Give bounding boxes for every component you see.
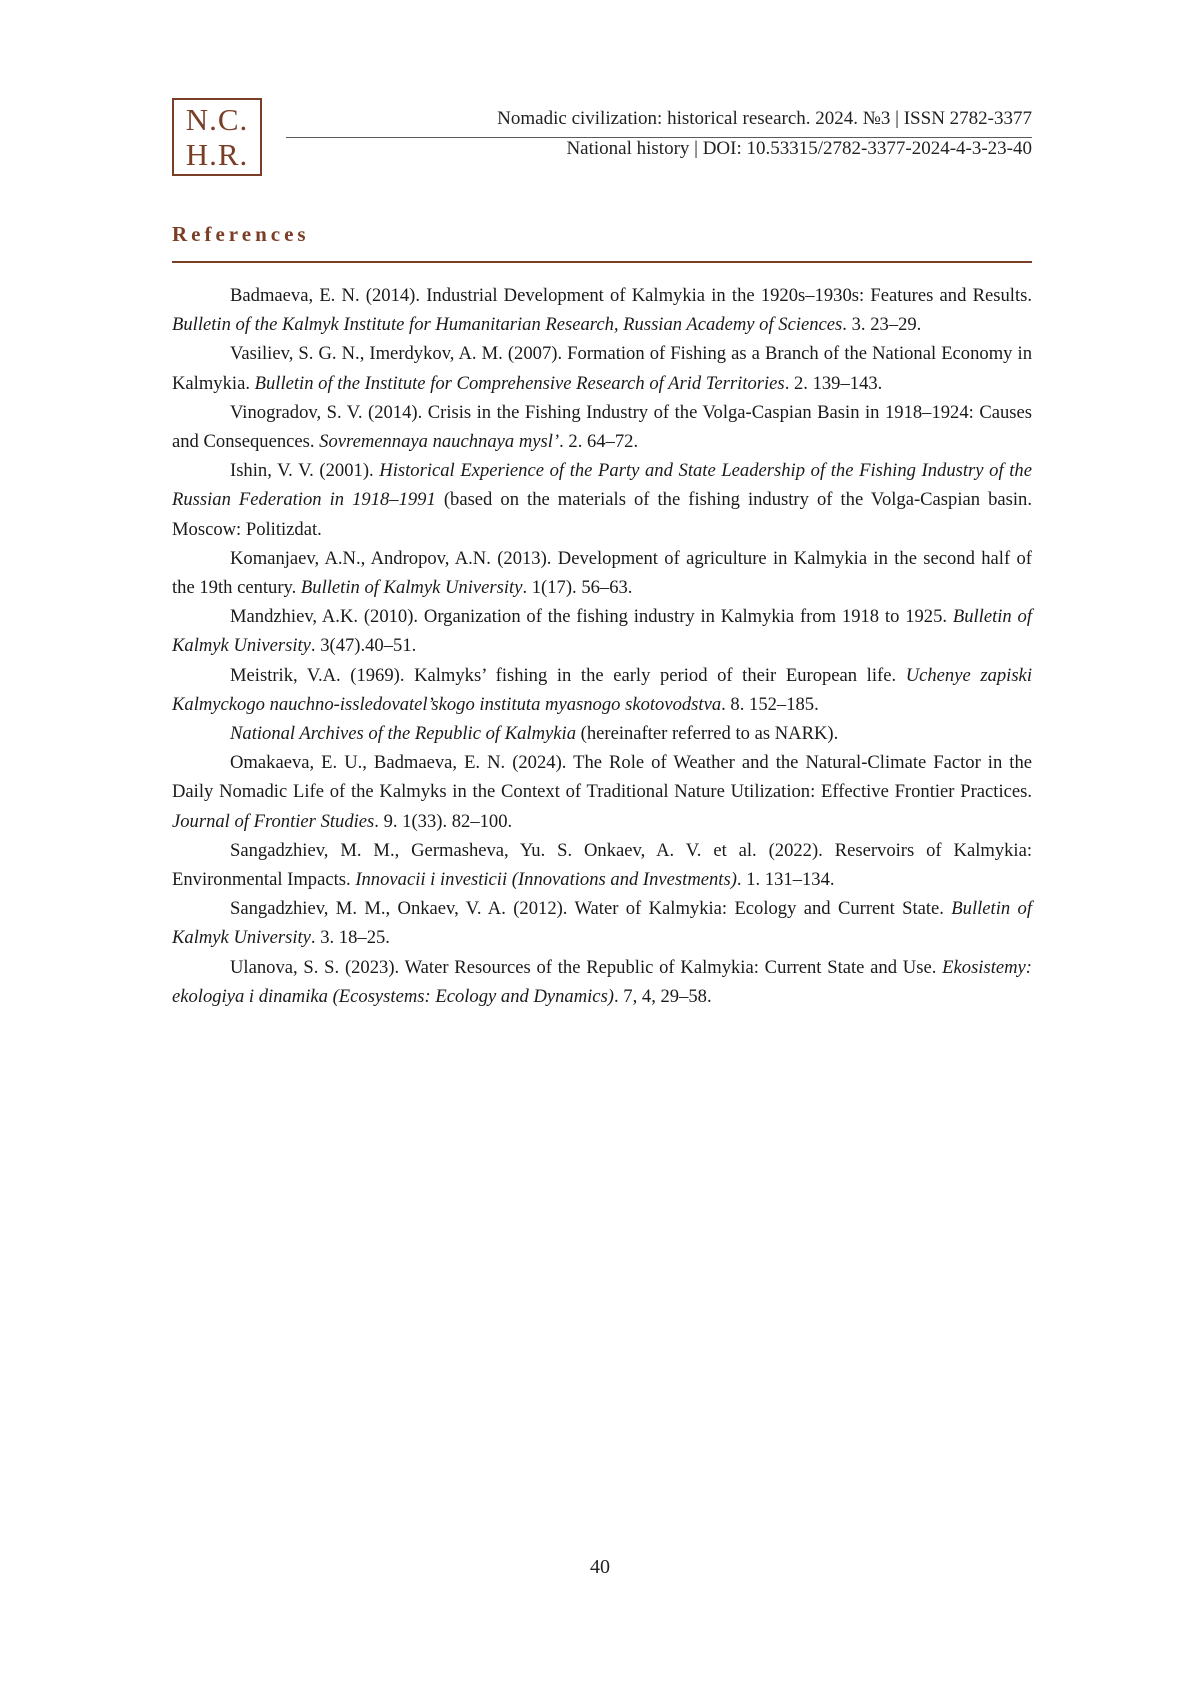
reference-source-title: National Archives of the Republic of Kalmykia xyxy=(230,723,576,745)
reference-text: . 1(17). 56–63. xyxy=(522,577,633,599)
reference-source-title: Historical Experience of the Party and State Leadership of the Fishing Industry of the Russian Federation in 1918–1991 xyxy=(172,460,1032,511)
reference-text: Omakaeva, E. U., Badmaeva, E. N. (2024). The Role of Weather and the Natural-Climate Factor in the Daily Nomadic Life of the Kalmyks in the Context of Traditional Nature Utilization: Effective Frontier Practices. xyxy=(172,752,1032,803)
reference-text: . 2. 64–72. xyxy=(559,431,639,453)
reference-source-title: Journal of Frontier Studies xyxy=(172,810,375,832)
reference-text: . 8. 152–185. xyxy=(721,693,819,715)
reference-text: Vinogradov, S. V. (2014). Crisis in the Fishing Industry of the Volga-Caspian Basin in 1918–1924: Causes and Consequences. xyxy=(172,401,1032,453)
reference-entry xyxy=(172,602,1032,660)
reference-source-title: Bulletin of Kalmyk University xyxy=(172,898,1032,949)
reference-source-title: Bulletin of Kalmyk University xyxy=(300,577,523,599)
reference-entry xyxy=(172,281,1032,339)
reference-entry xyxy=(172,719,1032,748)
reference-text: (hereinafter referred to as NARK). xyxy=(576,723,839,745)
reference-entry xyxy=(172,456,1032,544)
reference-text: Mandzhiev, A.K. (2010). Organization of the fishing industry in Kalmykia from 1918 to 1925. xyxy=(230,606,953,628)
reference-text: Sangadzhiev, M. M., Germasheva, Yu. S. Onkaev, A. V. et al. (2022). Reservoirs of Kalmykia: Environmental Impacts. xyxy=(172,839,1032,891)
reference-text: Sangadzhiev, M. M., Onkaev, V. A. (2012). Water of Kalmykia: Ecology and Current State. xyxy=(230,898,952,920)
reference-entry xyxy=(172,953,1032,1011)
reference-entry xyxy=(172,894,1032,952)
logo-line-1: N.C. xyxy=(185,102,249,137)
reference-text: Ishin, V. V. (2001). xyxy=(230,460,380,482)
reference-text: Badmaeva, E. N. (2014). Industrial Development of Kalmykia in the 1920s–1930s: Features and Results. xyxy=(230,285,1032,306)
reference-entry xyxy=(172,661,1032,719)
reference-source-title: Ekosistemy: ekologiya i dinamika (Ecosystems: Ecology and Dynamics) xyxy=(172,956,1032,1007)
reference-source-title: Sovremennaya nauchnaya mysl’ xyxy=(319,431,560,453)
reference-text: Vasiliev, S. G. N., Imerdykov, A. M. (2007). Formation of Fishing as a Branch of the National Economy in Kalmykia. xyxy=(172,343,1032,394)
reference-source-title: Bulletin of Kalmyk University xyxy=(172,606,1033,657)
reference-source-title: Innovacii i investicii (Innovations and Investments) xyxy=(355,869,737,891)
reference-text: . 3. 23–29. xyxy=(842,314,922,336)
reference-entry xyxy=(172,836,1032,894)
reference-entry xyxy=(172,398,1032,456)
journal-citation-line: Nomadic civilization: historical research. 2024. №3 | ISSN 2782-3377 xyxy=(497,108,1032,129)
references-divider xyxy=(172,261,1032,263)
reference-text: . 3(47).40–51. xyxy=(310,635,417,657)
reference-text: . 2. 139–143. xyxy=(784,372,883,394)
reference-text: Komanjaev, A.N., Andropov, A.N. (2013). Development of agriculture in Kalmykia in the second half of the 19th century. xyxy=(172,547,1032,599)
reference-entry xyxy=(172,748,1032,836)
reference-text: . 1. 131–134. xyxy=(736,869,835,891)
reference-entry xyxy=(172,339,1032,397)
reference-text: . 9. 1(33). 82–100. xyxy=(374,810,513,832)
reference-source-title: Bulletin of the Institute for Comprehensive Research of Arid Territories xyxy=(254,372,785,394)
reference-text: . 7, 4, 29–58. xyxy=(614,985,712,1007)
section-doi-line: National history | DOI: 10.53315/2782-3377-2024-4-3-23-40 xyxy=(566,138,1032,159)
reference-text: (based on the materials of the fishing industry of the Volga-Caspian basin. Moscow: Politizdat. xyxy=(172,489,1032,540)
references-heading: References xyxy=(172,222,310,246)
logo-line-2: H.R. xyxy=(185,137,249,172)
reference-text: Ulanova, S. S. (2023). Water Resources of the Republic of Kalmykia: Current State and Use. xyxy=(230,956,943,978)
reference-text: . 3. 18–25. xyxy=(310,927,390,949)
reference-entry xyxy=(172,544,1032,602)
reference-source-title: Bulletin of the Kalmyk Institute for Humanitarian Research, Russian Academy of Sciences xyxy=(172,314,843,336)
reference-source-title: Uchenye zapiski Kalmyckogo nauchno-issledovatel’skogo instituta myasnogo skotovodstva xyxy=(172,664,1032,715)
page-number: 40 xyxy=(590,1556,610,1578)
references-list xyxy=(172,281,1032,1011)
journal-logo xyxy=(172,98,262,176)
reference-text: Meistrik, V.A. (1969). Kalmyks’ fishing in the early period of their European life. xyxy=(230,664,906,686)
